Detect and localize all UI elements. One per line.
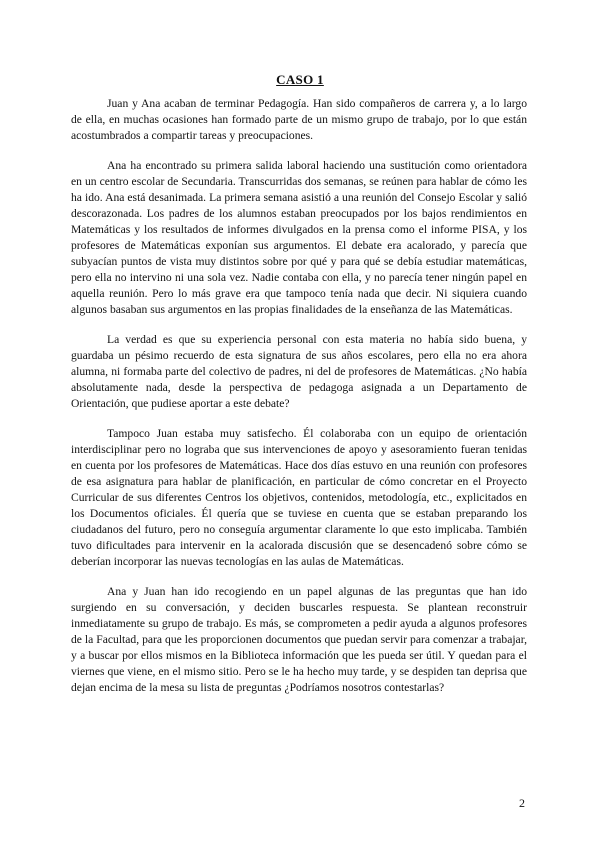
paragraph-2: Ana ha encontrado su primera salida laboral haciendo una sustitución como orientadora en un centro escolar de Secundaria. Transcurridas dos semanas, se reúnen para hablar de cómo les ha ido. Ana está desanimada. La primera semana asistió a una reunión del Consejo Escolar y salió descorazonada. Los padres de los alumnos estaban preocupados por los bajos rendimientos en Matemáticas y los resultados de informes divulgados en la prensa como el informe PISA, y los profesores de Matemáticas exponían sus argumentos. El debate era acalorado, y parecía que subyacían puntos de vista muy distintos sobre por qué y para qué se debía estudiar matemáticas, pero ella no intervino ni una sola vez. Nadie contaba con ella, y no parecía tener ningún papel en aquella reunión. Pero lo más grave era que tampoco tenía nada que decir. Ni siquiera cuando algunos basaban sus argumentos en las propias finalidades de la enseñanza de las Matemáticas. [71, 159, 527, 316]
paragraph-4: Tampoco Juan estaba muy satisfecho. Él colaboraba con un equipo de orientación interdisciplinar pero no lograba que sus intervenciones de apoyo y asesoramiento fueran tenidas en cuenta por los profesores de Matemáticas. Hace dos días estuvo en una reunión con profesores de esa asignatura para hablar de planificación, en particular de cómo concretar en el Proyecto Curricular de sus diferentes Centros los objetivos, contenidos, metodología, etc., explicitados en los Documentos oficiales. Él quería que se tuviese en cuenta que se estaban preparando los ciudadanos del futuro, pero no conseguía argumentar claramente lo que esto implicaba. También tuvo dificultades para intervenir en la acalorada discusión que se desencadenó sobre cómo se deberían incorporar las nuevas tecnologías en las aulas de Matemáticas. [71, 427, 527, 568]
document-body [71, 96, 527, 710]
paragraph-5: Ana y Juan han ido recogiendo en un papel algunas de las preguntas que han ido surgiendo en su conversación, y deciden buscarles respuesta. Se plantean reconstruir inmediatamente su grupo de trabajo. Es más, se comprometen a pedir ayuda a algunos profesores de la Facultad, para que les proporcionen documentos que puedan servir para comenzar a trabajar, y a buscar por ellos mismos en la Biblioteca información que les pueda ser útil. Y quedan para el viernes que viene, en el mismo sitio. Pero se le ha hecho muy tarde, y se despiden tan deprisa que dejan encima de la mesa su lista de preguntas ¿Podríamos nosotros contestarlas? [71, 585, 527, 694]
document-title: CASO 1 [276, 72, 324, 87]
page-number: 2 [519, 796, 525, 810]
paragraph-1: Juan y Ana acaban de terminar Pedagogía. Han sido compañeros de carrera y, a lo largo de ella, en muchas ocasiones han formado parte de un mismo grupo de trabajo, por lo que están acostumbrados a compartir tareas y preocupaciones. [71, 97, 527, 142]
paragraph-3: La verdad es que su experiencia personal con esta materia no había sido buena, y guardaba un pésimo recuerdo de esta signatura de sus años escolares, pero ella no era ahora alumna, ni formaba parte del colectivo de padres, ni del de profesores de Matemáticas. ¿No había absolutamente nada, desde la perspectiva de pedagoga asignada a un Departamento de Orientación, que pudiese aportar a este debate? [71, 333, 527, 410]
